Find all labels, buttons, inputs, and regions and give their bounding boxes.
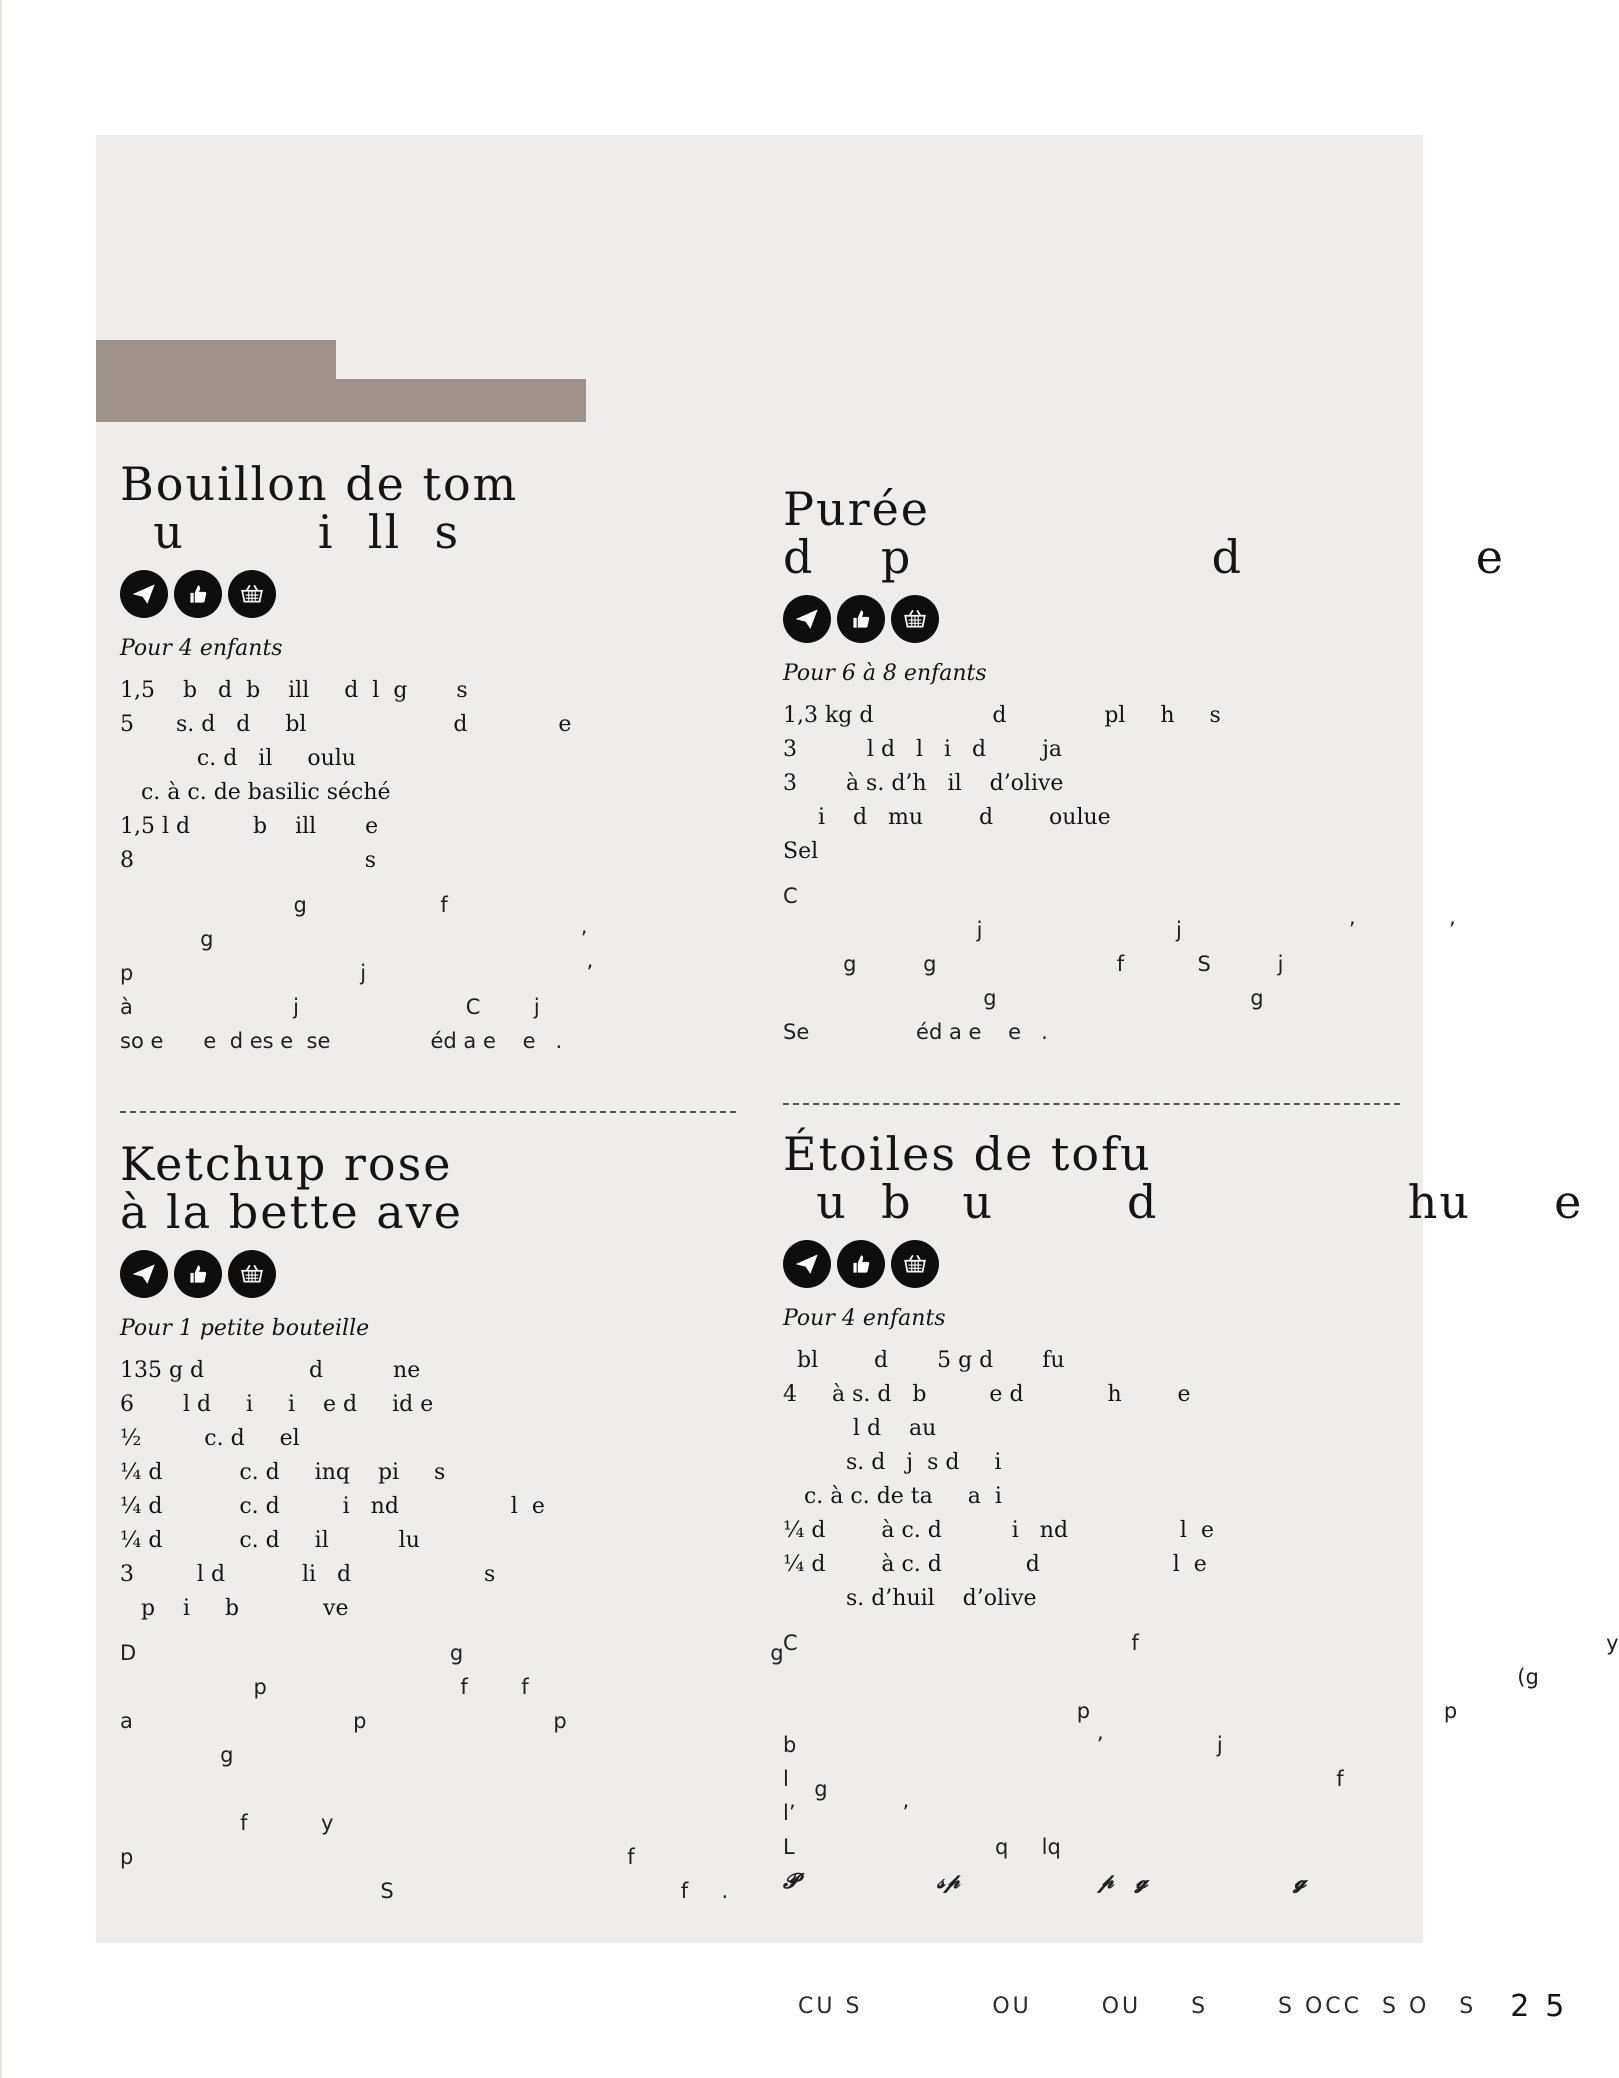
basket-icon xyxy=(891,595,939,643)
paper-plane-icon xyxy=(783,595,831,643)
ingredient-item: c. d il oulu xyxy=(120,746,356,771)
ingredient-item: 5 s. d d bl d e xyxy=(120,712,572,737)
ingredient-list xyxy=(120,1354,750,1626)
recipe-title xyxy=(783,1127,1584,1229)
recipe-icons xyxy=(120,570,750,618)
method-line: g g xyxy=(783,986,1264,1010)
method-line: l f xyxy=(783,1767,1344,1791)
ingredient-item: ¼ d à c. d i nd l e xyxy=(783,1518,1214,1543)
thumbs-up-icon xyxy=(174,1250,222,1298)
recipe-title-line-2: à la bette ave xyxy=(120,1185,463,1239)
method-line: C xyxy=(783,884,798,908)
ingredient-item: l d au xyxy=(783,1416,937,1441)
method-line: Se éd a e e . xyxy=(783,1020,1048,1044)
section-tab xyxy=(96,340,336,422)
method-line: D g g xyxy=(120,1641,784,1665)
running-footer-text: CU S OU OU S S OCC S O S xyxy=(798,1993,1477,2019)
paper-plane-icon xyxy=(120,570,168,618)
recipe-tofu-stars xyxy=(783,1127,1619,1898)
ingredient-item: 3 l d l i d ja xyxy=(783,737,1063,762)
recipe-yield: Pour 6 à 8 enfants xyxy=(783,661,987,686)
ingredient-item: 6 l d i i e d id e xyxy=(120,1392,434,1417)
ingredient-item: 1,5 b d b ill d l g s xyxy=(120,678,468,703)
recipe-method xyxy=(783,879,1456,1049)
method-line: p j ’ xyxy=(120,961,594,985)
method-line: g xyxy=(120,1743,234,1767)
recipe-ketchup xyxy=(120,1137,828,1908)
ingredient-item: p i b ve xyxy=(120,1596,349,1621)
ingredient-item: bl d 5 g d fu xyxy=(783,1348,1065,1373)
recipe-puree xyxy=(783,482,1505,1049)
recipe-title xyxy=(783,482,1505,584)
recipe-yield: Pour 1 petite bouteille xyxy=(120,1316,370,1341)
method-line: g xyxy=(120,1777,828,1801)
ingredient-item: 8 s xyxy=(120,848,377,873)
recipe-icons xyxy=(783,1240,1413,1288)
thumbs-up-icon xyxy=(174,570,222,618)
method-line: à j C j xyxy=(120,995,540,1019)
ingredient-item: 4 à s. d b e d h e xyxy=(783,1382,1191,1407)
recipe-icons xyxy=(120,1250,750,1298)
method-line: a p p xyxy=(120,1709,567,1733)
recipe-title-line-1: Purée xyxy=(783,482,931,536)
recipe-title-line-2: u i ll s xyxy=(120,505,461,559)
ingredient-item: Sel xyxy=(783,839,819,864)
recipe-title-line-1: Ketchup rose xyxy=(120,1137,453,1191)
method-line: C f y xyxy=(783,1631,1619,1655)
ingredient-item: 1,3 kg d d pl h s xyxy=(783,703,1221,728)
recipe-title-line-1: Étoiles de tofu xyxy=(783,1127,1152,1181)
section-tab-extension xyxy=(336,379,586,422)
basket-icon xyxy=(891,1240,939,1288)
ingredient-item: c. à c. de ta a i xyxy=(783,1484,1002,1509)
thumbs-up-icon xyxy=(837,1240,885,1288)
recipe-icons xyxy=(783,595,1413,643)
paper-plane-icon xyxy=(120,1250,168,1298)
method-line: (g xyxy=(783,1665,1539,1689)
method-line: p f xyxy=(120,1845,635,1869)
basket-icon xyxy=(228,1250,276,1298)
ingredient-item: s. d j s d i xyxy=(783,1450,1002,1475)
ingredient-list xyxy=(783,1344,1413,1616)
method-line: g g f S j xyxy=(783,952,1284,976)
method-line: p p xyxy=(783,1699,1458,1723)
ingredient-item: ¼ d c. d i nd l e xyxy=(120,1494,545,1519)
recipe-method xyxy=(783,1626,1619,1898)
page-edge-rule xyxy=(0,0,2,2078)
ingredient-item: i d mu d oulue xyxy=(783,805,1111,830)
ingredient-item: c. à c. de basilic séché xyxy=(120,780,391,805)
method-closing-line: 𝓟 𝓈𝓅 𝓅 𝓰 𝓰 xyxy=(783,1868,1307,1893)
thumbs-up-icon xyxy=(837,595,885,643)
recipe-yield: Pour 4 enfants xyxy=(120,636,283,661)
ingredient-item: 135 g d d ne xyxy=(120,1358,421,1383)
recipe-title-line-2: d p d e xyxy=(783,530,1505,584)
ingredient-item: ½ c. d el xyxy=(120,1426,300,1451)
recipe-yield: Pour 4 enfants xyxy=(783,1306,946,1331)
recipe-title xyxy=(120,457,750,559)
ingredient-list xyxy=(783,699,1413,869)
ingredient-item: ¼ d c. d inq pi s xyxy=(120,1460,446,1485)
ingredient-item: s. d’huil d’olive xyxy=(783,1586,1037,1611)
method-line: so e e d es e se éd a e e . xyxy=(120,1029,563,1053)
recipe-method xyxy=(120,888,750,1058)
basket-icon xyxy=(228,570,276,618)
method-line: f y xyxy=(120,1811,334,1835)
recipe-divider xyxy=(120,1111,736,1113)
method-line: g f xyxy=(120,893,448,917)
method-line: L q lq xyxy=(783,1835,1061,1859)
method-line: b ’ j xyxy=(783,1733,1223,1757)
method-line: l’ ’ xyxy=(783,1801,909,1825)
recipe-bouillon xyxy=(120,457,750,1058)
recipe-title xyxy=(120,1137,750,1239)
ingredient-item: ¼ d à c. d d l e xyxy=(783,1552,1207,1577)
ingredient-list xyxy=(120,674,750,878)
recipe-divider xyxy=(783,1103,1400,1105)
method-line: j j ’ ’ xyxy=(783,918,1456,942)
ingredient-item: 3 l d li d s xyxy=(120,1562,496,1587)
recipe-title-line-2: u b u d hu e xyxy=(783,1175,1584,1229)
recipe-title-line-1: Bouillon de tom xyxy=(120,457,519,511)
ingredient-item: 3 à s. d’h il d’olive xyxy=(783,771,1064,796)
method-line: S f . xyxy=(120,1879,729,1903)
method-line: g ’ xyxy=(120,927,588,951)
paper-plane-icon xyxy=(783,1240,831,1288)
ingredient-item: 1,5 l d b ill e xyxy=(120,814,379,839)
method-line: p f f xyxy=(120,1675,529,1699)
recipe-method xyxy=(120,1636,828,1908)
ingredient-item: ¼ d c. d il lu xyxy=(120,1528,420,1553)
page-footer xyxy=(798,1986,1581,2026)
page-number: 25 xyxy=(1510,1988,1581,2024)
